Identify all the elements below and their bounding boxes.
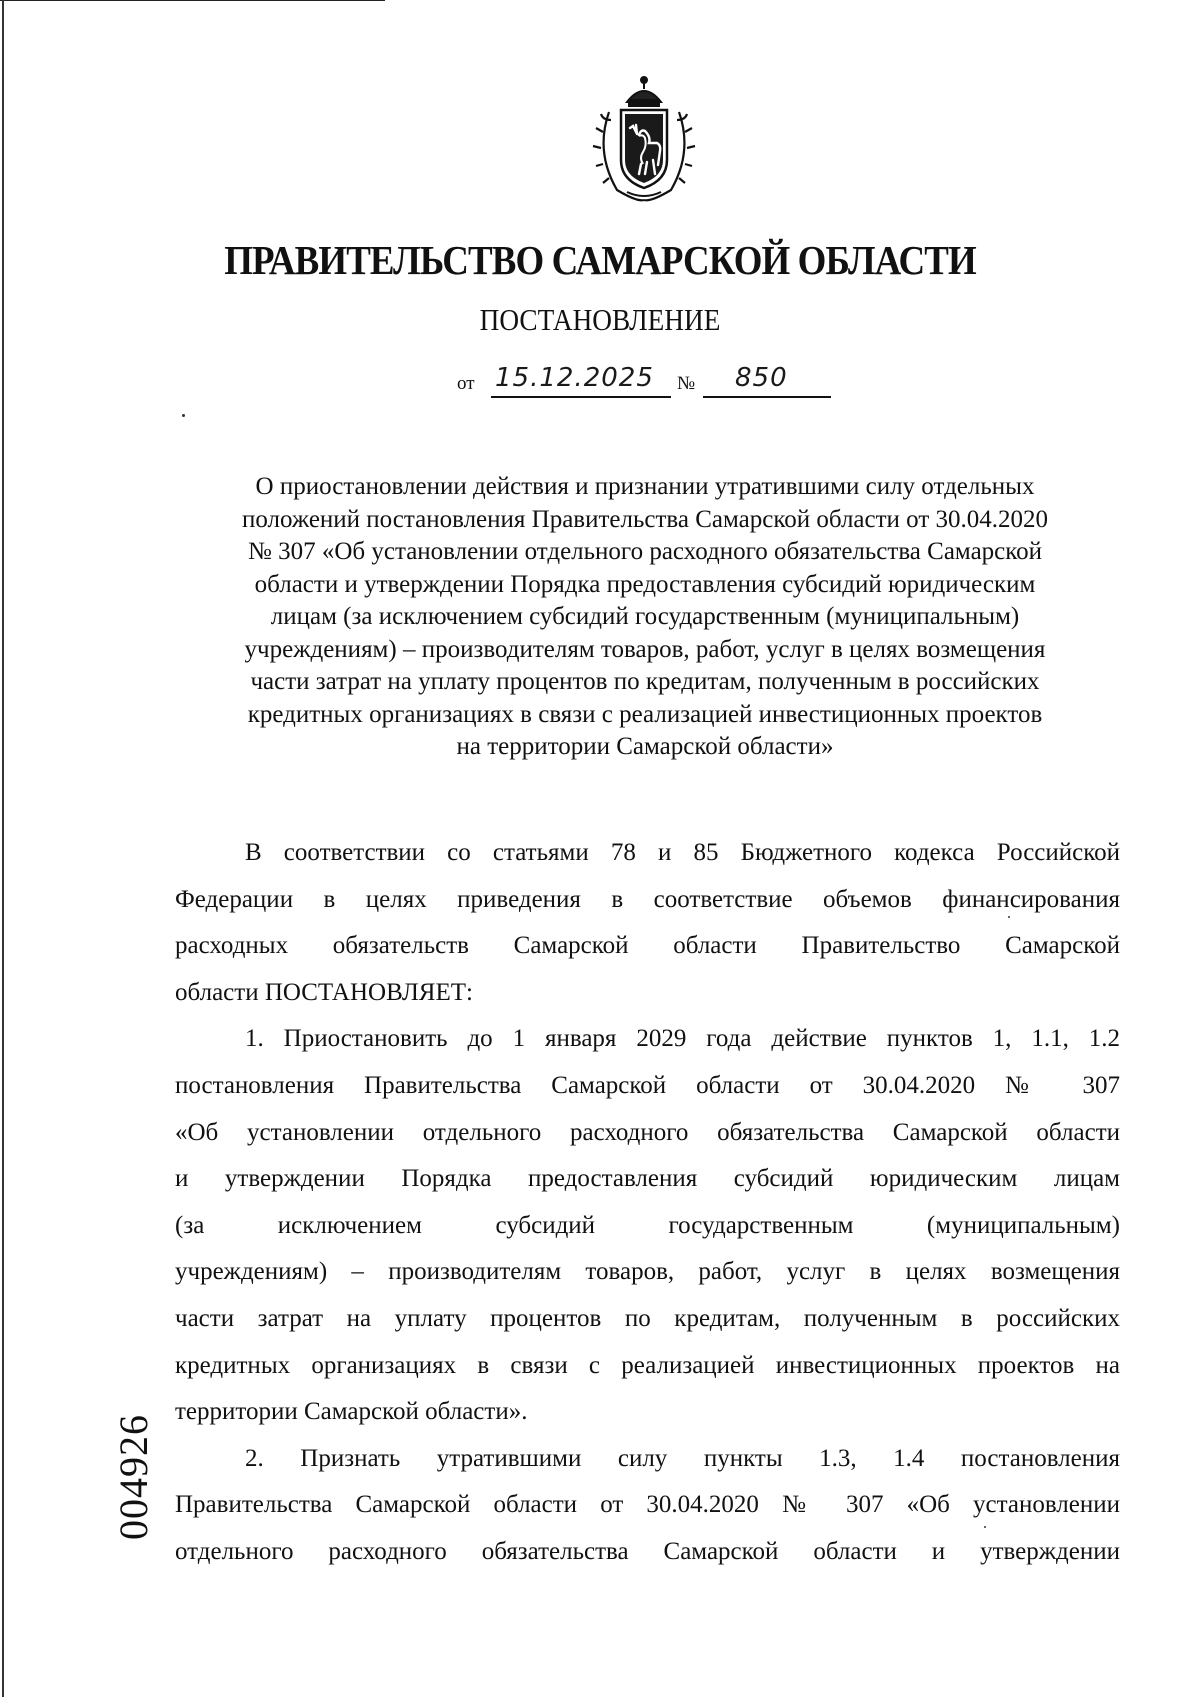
subject-line: положений постановления Правительства Самарской области от 30.04.2020 [241,505,1049,533]
body-line: области ПОСТАНОВЛЯЕТ: [175,978,473,1006]
body-line: отдельного расходного обязательства Самарской области и утверждении [175,1537,1120,1565]
number-prefix: № [677,373,696,394]
body-line: (за исключением субсидий государственным (муниципальным) [175,1211,1120,1239]
body-line: расходных обязательств Самарской области Правительство Самарской [175,932,1120,960]
side-stamp-number: 004926 [111,1414,156,1540]
subject-line: учреждениям) – производителям товаров, работ, услуг в целях возмещения [244,635,1046,663]
document-body [175,830,1120,1576]
subject-line: лицам (за исключением субсидий государственным (муниципальным) [270,603,1020,630]
handwritten-date: 15.12.2025 [495,363,654,393]
body-line: 1. Приостановить до 1 января 2029 года действие пунктов 1, 1.1, 1.2 [245,1025,1120,1053]
date-number-line [457,360,837,400]
body-line: постановления Правительства Самарской области от 30.04.2020 № 307 [175,1071,1120,1099]
body-line: и утверждении Порядка предоставления субсидий юридическим лицам [175,1165,1120,1193]
coat-of-arms-icon [587,72,701,205]
body-line: 2. Признать утратившими силу пункты 1.3, 1.4 постановления [245,1444,1120,1472]
body-line: «Об установлении отдельного расходного обязательства Самарской области [175,1118,1120,1146]
scan-edge-left [2,0,4,1697]
body-line: территории Самарской области». [175,1398,528,1426]
document-subject [170,471,1120,764]
handwritten-number: 850 [735,363,788,393]
scan-speck [182,414,185,417]
subject-line: № 307 «Об установлении отдельного расходного обязательства Самарской [247,538,1043,565]
subject-line: на территории Самарской области» [456,733,834,760]
body-line: Правительства Самарской области от 30.04.2020 № 307 «Об установлении [175,1491,1120,1519]
body-line: Федерации в целях приведения в соответствие объемов финансирования [175,885,1120,913]
date-prefix: от [457,373,475,394]
document-type: ПОСТАНОВЛЕНИЕ [479,302,721,337]
body-line: учреждениям) – производителям товаров, работ, услуг в целях возмещения [175,1258,1120,1286]
subject-line: кредитных организациях в связи с реализацией инвестиционных проектов [247,700,1043,728]
organization-title: ПРАВИТЕЛЬСТВО САМАРСКОЙ ОБЛАСТИ [224,237,976,283]
body-line: части затрат на уплату процентов по кредитам, полученным в российских [175,1304,1120,1332]
subject-line: области и утверждении Порядка предоставления субсидий юридическим [254,570,1036,598]
number-underline [703,396,831,398]
date-underline [491,396,671,398]
subject-line: О приостановлении действия и признании утратившими силу отдельных [255,473,1035,500]
subject-line: части затрат на уплату процентов по кредитам, полученным в российских [250,668,1040,695]
scan-edge-top [0,0,385,1]
body-line: В соответствии со статьями 78 и 85 Бюджетного кодекса Российской [245,839,1120,866]
body-line: кредитных организациях в связи с реализацией инвестиционных проектов на [175,1351,1120,1379]
